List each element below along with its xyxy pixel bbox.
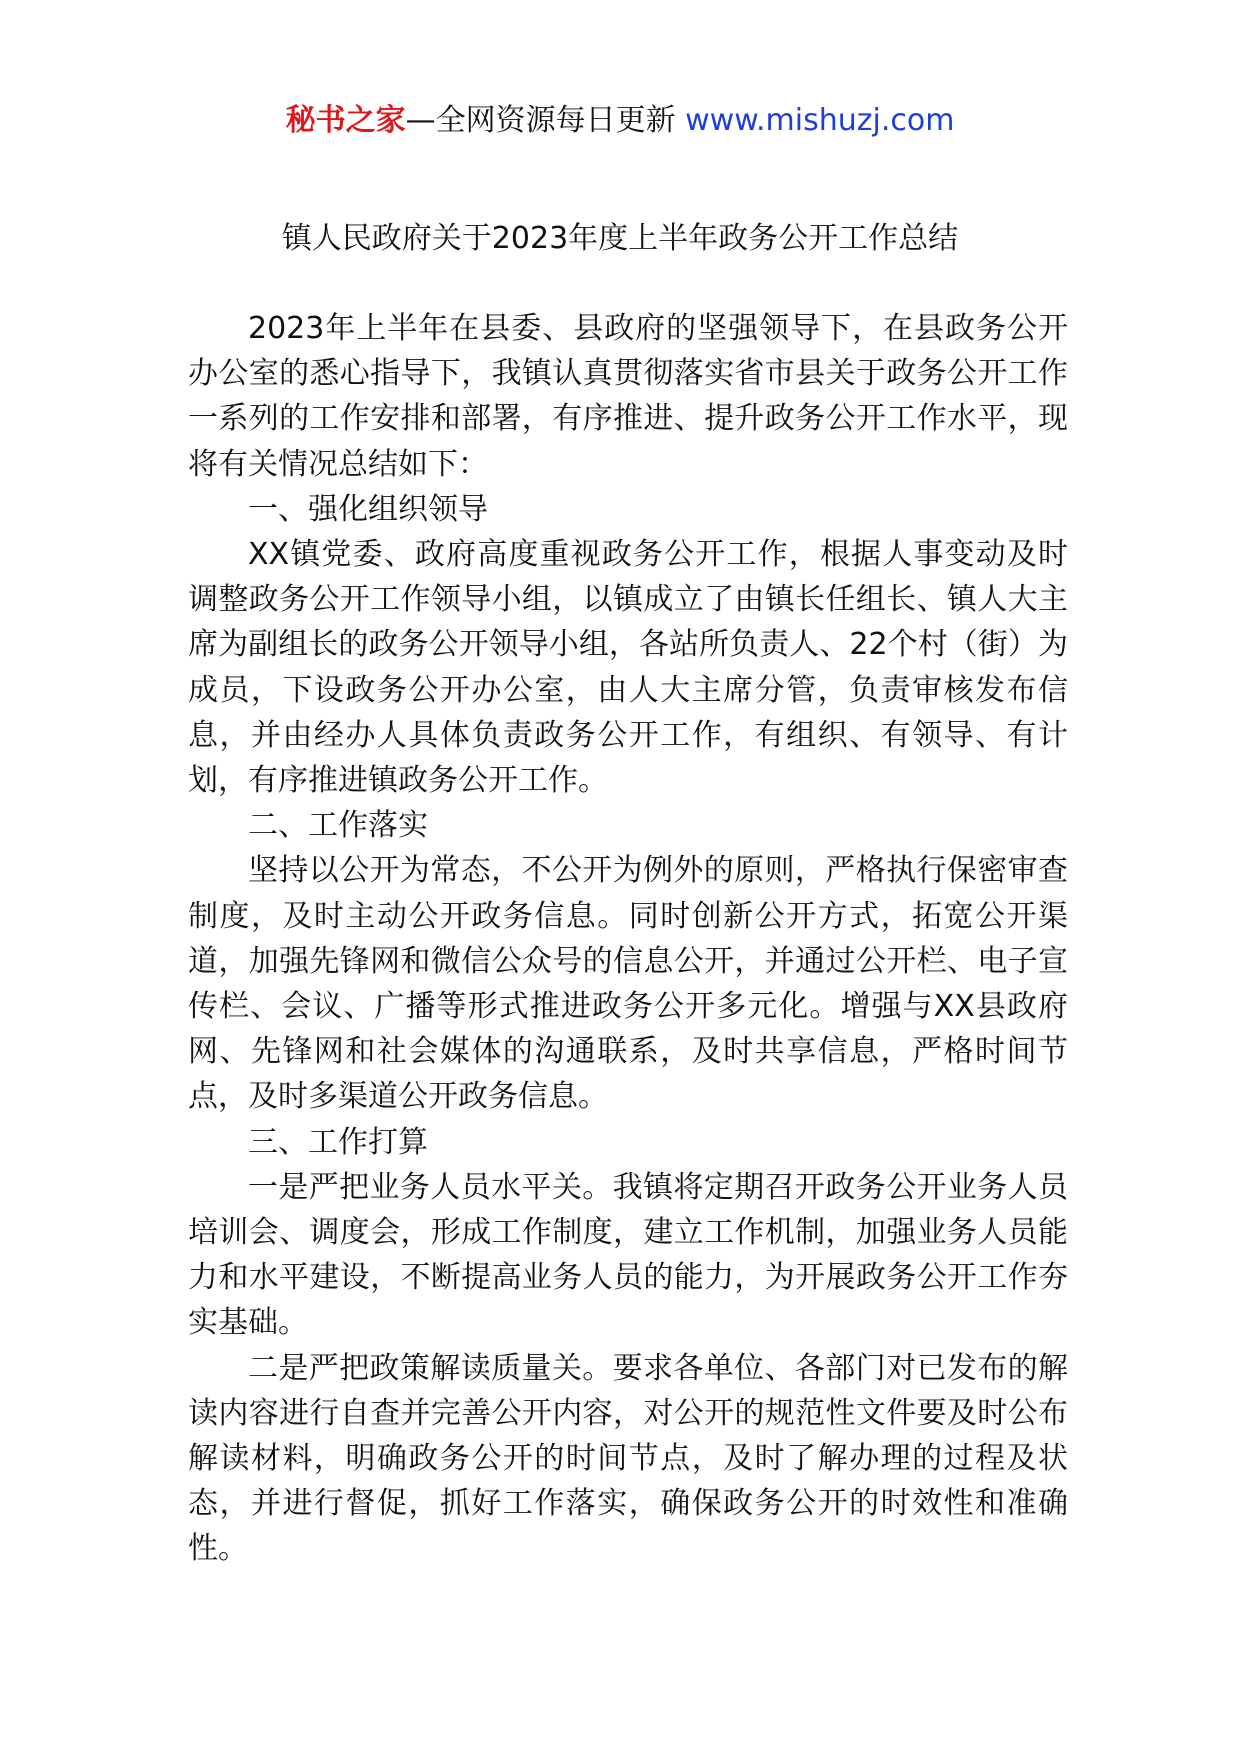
section-2-paragraph: 坚持以公开为常态，不公开为例外的原则，严格执行保密审查制度，及时主动公开政务信息。同时创新公开方式，拓宽公开渠道，加强先锋网和微信公众号的信息公开，并通过公开栏、电子宣传栏、会议、广播等形式推进政务公开多元化。增强与XX县政府网、先锋网和社会媒体的沟通联系，及时共享信息，严格时间节点，及时多渠道公开政务信息。 (188, 853, 1068, 1115)
site-url-link[interactable]: www.mishuzj.com (685, 103, 955, 138)
banner-tagline: —全网资源每日更新 (405, 103, 676, 138)
document-title: 镇人民政府关于2023年度上半年政务公开工作总结 (281, 221, 959, 256)
section-heading-2: 二、工作落实 (248, 808, 428, 844)
section-heading-1: 一、强化组织领导 (248, 491, 488, 527)
document-body (188, 306, 1068, 1572)
section-heading-3: 三、工作打算 (248, 1124, 428, 1160)
section-1-paragraph: XX镇党委、政府高度重视政务公开工作，根据人事变动及时调整政务公开工作领导小组，以镇成立了由镇长任组长、镇人大主席为副组长的政务公开领导小组，各站所负责人、22个村（街）为成员，下设政务公开办公室，由人大主席分管，负责审核发布信息，并由经办人具体负责政务公开工作，有组织、有领导、有计划，有序推进镇政务公开工作。 (188, 537, 1068, 799)
section-3-paragraph-2: 二是严把政策解读质量关。要求各单位、各部门对已发布的解读内容进行自查并完善公开内容，对公开的规范性文件要及时公布解读材料，明确政务公开的时间节点，及时了解办理的过程及状态，并进行督促，抓好工作落实，确保政务公开的时效性和准确性。 (188, 1350, 1068, 1567)
site-banner (0, 101, 1240, 141)
section-3-paragraph-1: 一是严把业务人员水平关。我镇将定期召开政务公开业务人员培训会、调度会，形成工作制度，建立工作机制，加强业务人员能力和水平建设，不断提高业务人员的能力，为开展政务公开工作夯实基础。 (188, 1169, 1068, 1341)
brand-name: 秘书之家 (285, 103, 406, 138)
intro-paragraph: 2023年上半年在县委、县政府的坚强领导下，在县政务公开办公室的悉心指导下，我镇认真贯彻落实省市县关于政务公开工作一系列的工作安排和部署，有序推进、提升政务公开工作水平，现将有关情况总结如下： (188, 311, 1068, 482)
